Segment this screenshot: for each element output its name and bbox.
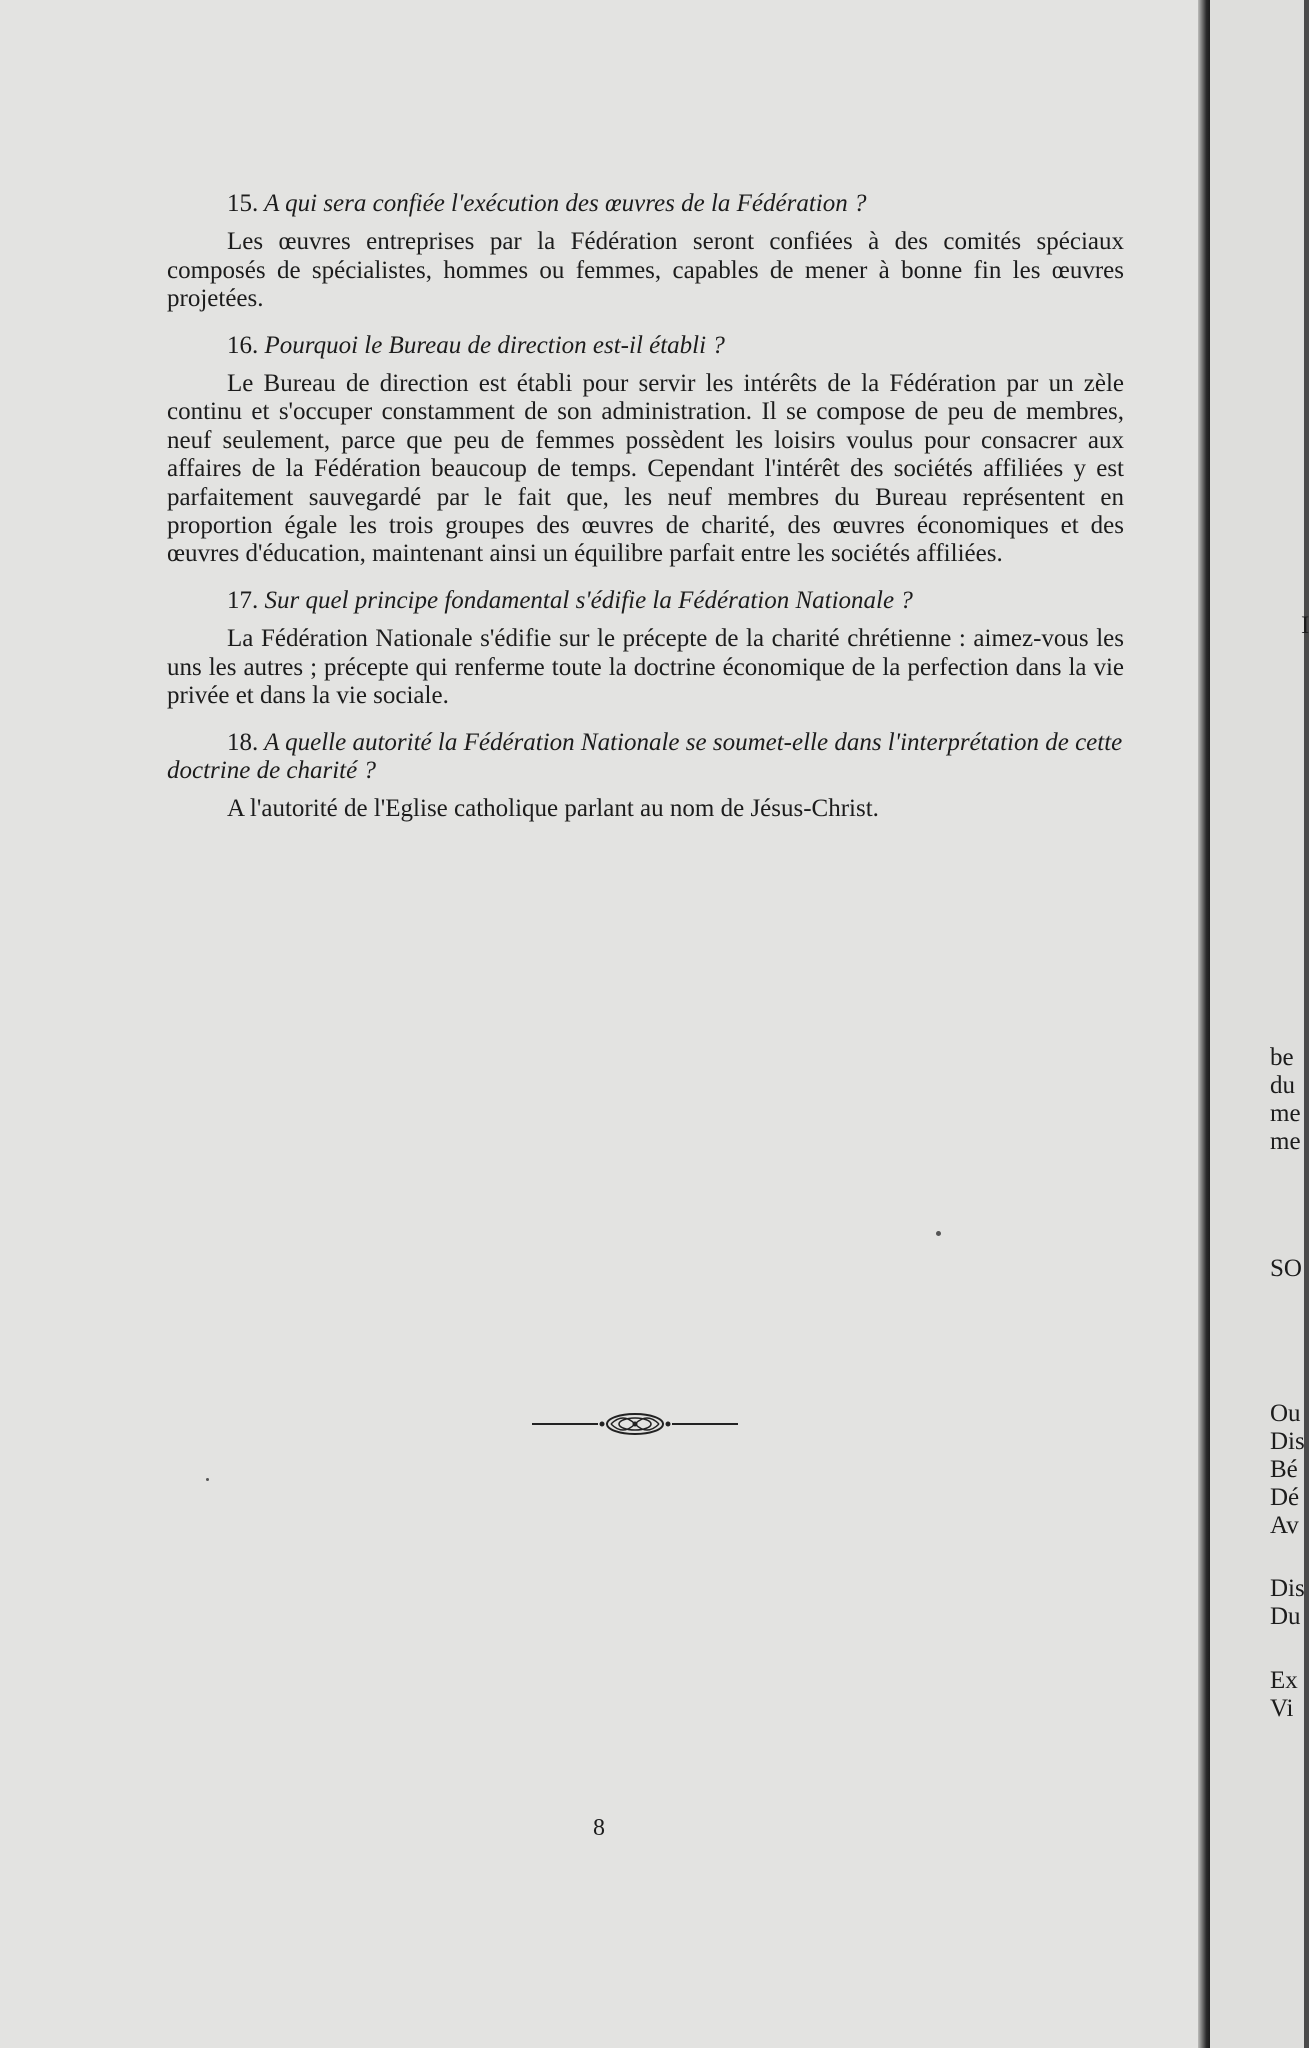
facing-page-fragment: I: [1301, 612, 1309, 639]
paper-speck: [936, 1231, 941, 1236]
paper-speck: [206, 1478, 209, 1481]
text-block: [167, 190, 1124, 842]
answer-17: La Fédération Nationale s'édifie sur le précepte de la charité chrétienne : aimez-vous les uns les autres ; précepte qui renferme toute la doctrine économique de la perfection dans la vie privée et dans la vie sociale.: [167, 625, 1124, 710]
facing-page-fragment: Dis: [1270, 1575, 1305, 1602]
question-text: Pourquoi le Bureau de direction est-il établi ?: [264, 331, 725, 359]
question-number: 17.: [227, 586, 259, 614]
facing-page-fragment: Ou: [1270, 1400, 1301, 1427]
facing-page-fragment: Av: [1270, 1512, 1299, 1539]
ornament-divider-icon: [532, 1410, 738, 1438]
question-text: Sur quel principe fondamental s'édifie la Fédération Nationale ?: [264, 586, 913, 614]
facing-page-fragment: SO: [1270, 1255, 1302, 1282]
question-16: [167, 332, 1124, 360]
book-gutter: [1198, 0, 1210, 2048]
facing-page-fragment: Dis: [1270, 1428, 1305, 1455]
question-17: [167, 587, 1124, 615]
question-number: 18.: [227, 728, 259, 756]
question-text: A quelle autorité la Fédération Nationale se soumet-elle dans l'interprétation de cette doctrine de charité ?: [167, 728, 1123, 784]
facing-page-fragment: me: [1270, 1100, 1301, 1127]
facing-page-fragment: Vi: [1270, 1695, 1294, 1722]
answer-15: Les œuvres entreprises par la Fédération seront confiées à des comités spéciaux composés de spécialistes, hommes ou femmes, capables de mener à bonne fin les œuvres projetées.: [167, 228, 1124, 313]
answer-16: Le Bureau de direction est établi pour servir les intérêts de la Fédération par un zèle continu et s'occuper constamment de son administration. Il se compose de peu de membres, neuf seulement, parce que peu de femmes possèdent les loisirs voulus pour consacrer aux affaires de la Fédération beaucoup de temps. Cependant l'intérêt des sociétés affiliées y est parfaitement sauvegardé par le fait que, les neuf membres du Bureau représentent en proportion égale les trois groupes des œuvres de charité, des œuvres économiques et des œuvres d'éducation, maintenant ainsi un équilibre parfait entre les sociétés affiliées.: [167, 370, 1124, 568]
facing-page-fragment: Bé: [1270, 1456, 1298, 1483]
question-number: 16.: [227, 331, 259, 359]
question-15: [167, 190, 1124, 218]
facing-page-fragment: Du: [1270, 1603, 1301, 1630]
facing-page-fragment: be: [1270, 1044, 1294, 1071]
facing-page-fragment: Ex: [1270, 1667, 1298, 1694]
facing-page-fragment: du: [1270, 1072, 1295, 1099]
facing-page: [1210, 0, 1309, 2048]
question-number: 15.: [227, 190, 259, 217]
facing-page-fragment: Dé: [1270, 1484, 1300, 1511]
answer-18: A l'autorité de l'Eglise catholique parlant au nom de Jésus-Christ.: [227, 795, 879, 823]
question-18: [167, 729, 1124, 786]
question-text: A qui sera confiée l'exécution des œuvres de la Fédération ?: [264, 190, 867, 217]
page-number: 8: [593, 1815, 605, 1841]
facing-page-fragment: me: [1270, 1128, 1301, 1155]
